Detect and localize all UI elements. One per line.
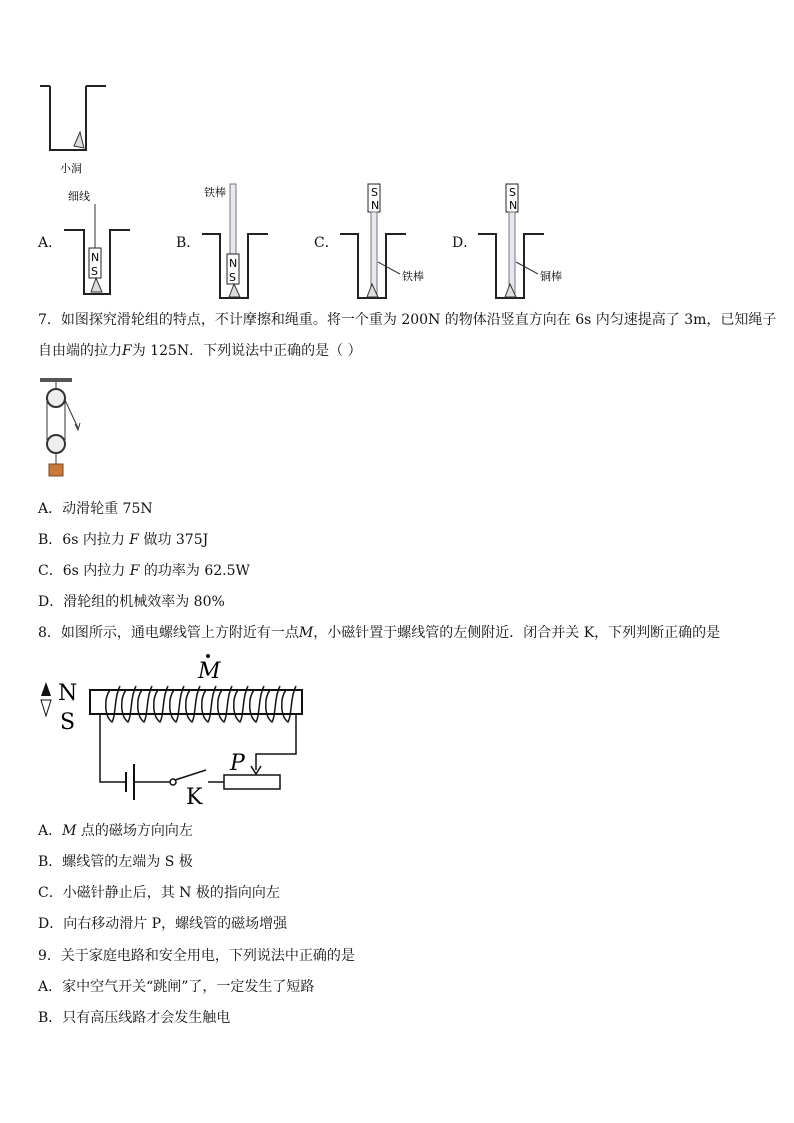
q6-option-d-magnet-top: S (509, 186, 516, 199)
q6-option-d-figure (472, 182, 572, 302)
q7-option-a-text: A．动滑轮重 75N (38, 501, 153, 517)
q7-option-c (38, 562, 250, 580)
q9-option-a: A．家中空气开关“跳闸”了，一定发生了短路 (38, 979, 315, 995)
needle-n-label: N (58, 681, 78, 706)
q8-stem-b: ，小磁针置于螺线管的左侧附近．闭合并关 K，下列判断正确的是 (313, 625, 721, 641)
q7-option-b-post: 做功 375J (139, 532, 209, 548)
q6-option-b-magnet-bottom: S (229, 271, 236, 284)
q6-option-a-magnet-top: N (91, 251, 100, 264)
q7-option-c-var: F (129, 563, 140, 579)
needle-s-label: S (60, 710, 76, 735)
q7-option-b-pre: B．6s 内拉力 (38, 532, 130, 548)
q8-option-a-post: 点的磁场方向向左 (76, 823, 193, 839)
point-m-label: M (198, 659, 221, 684)
switch-k-label: K (186, 785, 203, 810)
q8-option-b-text: B．螺线管的左端为 S 极 (38, 854, 193, 870)
q8-stem (38, 624, 720, 642)
q7-option-d (38, 593, 225, 611)
q9-stem: 9．关于家庭电路和安全用电，下列说法中正确的是 (38, 948, 355, 964)
slider-p-label: P (230, 751, 245, 776)
q6-option-b-figure (196, 182, 276, 302)
q8-option-a-pre: A． (38, 823, 63, 839)
q9-option-b: B．只有高压线路才会发生触电 (38, 1010, 231, 1026)
q7-stem-line1: 7．如图探究滑轮组的特点，不计摩擦和绳重。将一个重为 200N 的物体沿竖直方向在 6s 内匀速提高了 3m，已知绳子 (38, 312, 777, 328)
q8-option-d-text: D．向右移动滑片 P，螺线管的磁场增强 (38, 916, 288, 932)
q7-option-b (38, 531, 208, 549)
q8-option-c (38, 884, 280, 902)
q8-stem-var: M (298, 625, 314, 641)
q6-option-c-letter: C． (314, 235, 339, 251)
q7-option-c-post: 的功率为 62.5W (139, 563, 250, 579)
q6-option-b-letter: B． (176, 235, 201, 251)
q6-option-c-magnet-bottom: N (371, 199, 380, 212)
q6-option-d-letter: D． (452, 235, 478, 251)
q7-stem-line2-a: 自由端的拉力 (38, 343, 122, 359)
q8-stem-a: 8．如图所示，通电螺线管上方附近有一点 (38, 625, 299, 641)
solenoid-figure (34, 650, 314, 810)
q7-option-b-var: F (129, 532, 139, 548)
q6-option-a-figure (58, 186, 138, 298)
q6-option-b-caption: 铁棒 (204, 186, 226, 199)
q6-option-b-magnet-top: N (229, 257, 238, 270)
q7-stem-var: F (122, 343, 132, 359)
q6-option-c-caption: 铁棒 (402, 270, 424, 283)
q6-option-d-magnet-bottom: N (509, 199, 518, 212)
q8-option-b (38, 853, 193, 871)
q6-option-a-magnet-bottom: S (91, 265, 98, 278)
q8-option-a (38, 822, 193, 840)
q7-option-d-text: D．滑轮组的机械效率为 80% (38, 594, 225, 610)
q8-option-d (38, 915, 287, 933)
hole-label: 小洞 (60, 162, 82, 175)
q7-option-c-pre: C．6s 内拉力 (38, 563, 130, 579)
q7-stem-line2 (38, 342, 362, 360)
q7-stem-line2-b: 为 125N．下列说法中正确的是（ ） (131, 343, 362, 359)
q6-option-d-caption: 铜棒 (540, 270, 562, 283)
pulley-figure (40, 376, 90, 480)
q7-option-a (38, 500, 153, 518)
q6-option-a-caption: 细线 (68, 190, 90, 203)
q8-option-c-text: C．小磁针静止后，其 N 极的指向向左 (38, 885, 280, 901)
hole-figure (36, 82, 112, 176)
q6-option-c-figure (334, 182, 434, 302)
q6-option-c-magnet-top: S (371, 186, 378, 199)
q6-option-a-letter: A． (38, 235, 63, 251)
q8-option-a-var: M (62, 823, 77, 839)
